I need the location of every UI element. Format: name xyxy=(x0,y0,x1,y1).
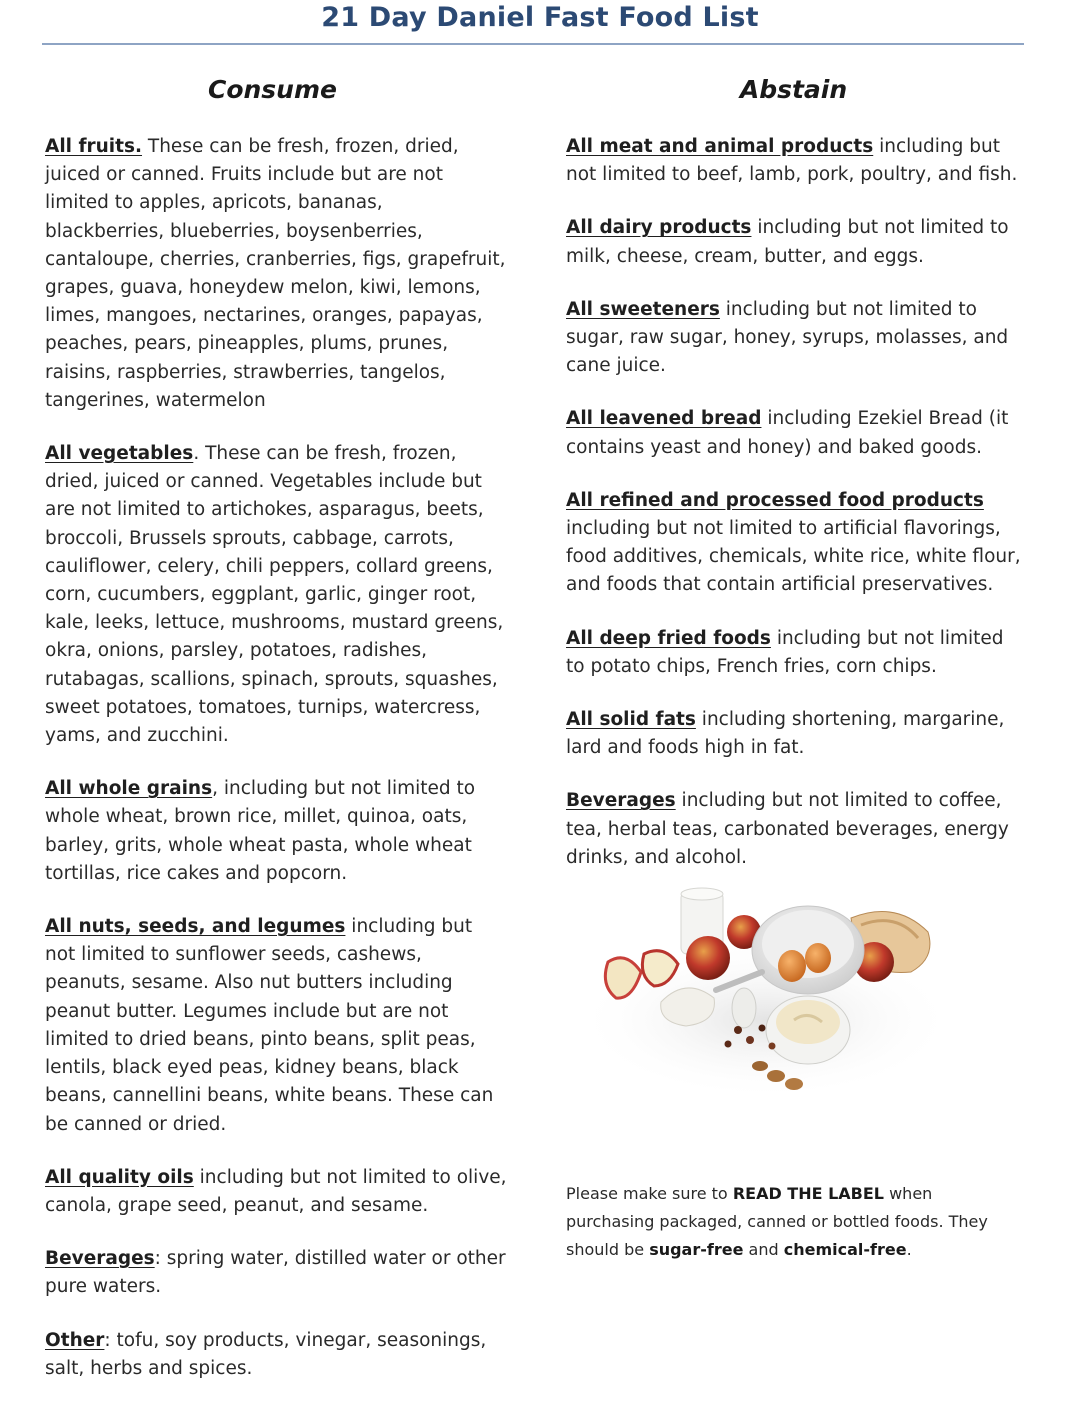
abstain-item-dairy xyxy=(566,214,1024,270)
abstain-item-bread xyxy=(566,405,1024,461)
item-term: All dairy products xyxy=(566,217,752,239)
item-term: All whole grains xyxy=(45,778,213,800)
item-text: including but not limited to artificial flavorings, food additives, chemicals, white rice, white flour, and foods that contain artificial preservatives. xyxy=(566,518,1021,596)
consume-list xyxy=(45,133,507,1408)
consume-item-other xyxy=(45,1327,507,1383)
abstain-list xyxy=(566,133,1024,897)
item-term: All vegetables xyxy=(45,443,194,465)
note-text: and xyxy=(743,1240,784,1259)
item-text: including but not limited to milk, cheese, cream, butter, and eggs. xyxy=(566,217,1009,267)
note-emphasis-read-label: READ THE LABEL xyxy=(732,1184,884,1203)
item-term: All nuts, seeds, and legumes xyxy=(45,916,346,938)
item-term: All solid fats xyxy=(566,709,696,731)
item-term: Beverages xyxy=(566,790,676,812)
abstain-item-fats xyxy=(566,706,1024,762)
consume-item-beverages xyxy=(45,1245,507,1301)
item-term: All meat and animal products xyxy=(566,136,874,157)
abstain-heading: Abstain xyxy=(739,75,848,104)
consume-heading: Consume xyxy=(207,75,337,104)
consume-item-nuts xyxy=(45,913,507,1139)
page-title: 21 Day Daniel Fast Food List xyxy=(321,2,759,33)
consume-item-vegetables xyxy=(45,440,507,750)
note-text: Please make sure to xyxy=(566,1184,733,1203)
item-term: All leavened bread xyxy=(566,408,762,430)
note-text: . xyxy=(906,1240,912,1259)
note-emphasis-chemical-free: chemical-free xyxy=(783,1240,907,1259)
consume-item-grains xyxy=(45,775,507,888)
abstain-item-fried xyxy=(566,625,1024,681)
title-divider xyxy=(42,43,1024,45)
note-emphasis-sugar-free: sugar-free xyxy=(649,1240,744,1259)
item-text: , including but not limited to whole wheat, brown rice, millet, quinoa, oats, barley, grits, whole wheat pasta, whole wheat tortillas, rice cakes and popcorn. xyxy=(45,778,476,884)
item-text: including but not limited to sugar, raw sugar, honey, syrups, molasses, and cane juice. xyxy=(566,298,1009,377)
item-term: Other xyxy=(45,1329,105,1351)
bowl-with-eggs-shape xyxy=(752,906,864,994)
item-term: All sweeteners xyxy=(566,298,720,320)
food-illustration xyxy=(566,880,964,1112)
abstain-item-meat xyxy=(566,133,1024,189)
note-text: when purchasing packaged, canned or bottled foods. They should be xyxy=(566,1184,988,1259)
item-text: including but not limited to sunflower seeds, cashews, peanuts, sesame. Also nut butters including peanut butter. Legumes include but are not limited to dried beans, pinto beans, split peas, lentils, black eyed peas, kidney beans, black beans, cannellini beans, white beans. These can be canned or dried. xyxy=(45,916,494,1135)
item-text: : tofu, soy products, vinegar, seasonings, salt, herbs and spices. xyxy=(45,1329,487,1379)
item-term: All fruits. xyxy=(45,136,143,157)
abstain-item-processed xyxy=(566,487,1024,600)
label-note xyxy=(566,1180,1021,1264)
consume-item-fruits xyxy=(45,133,507,415)
item-term: Beverages xyxy=(45,1248,155,1270)
item-text: including Ezekiel Bread (it contains yeast and honey) and baked goods. xyxy=(566,408,1009,458)
item-text: including but not limited to olive, canola, grape seed, peanut, and sesame. xyxy=(45,1166,507,1216)
item-text: : spring water, distilled water or other pure waters. xyxy=(45,1248,506,1298)
item-term: All refined and processed food products xyxy=(566,489,984,511)
consume-item-oils xyxy=(45,1164,507,1220)
abstain-item-beverages xyxy=(566,787,1024,872)
item-term: All quality oils xyxy=(45,1166,194,1188)
item-text: including but not limited to potato chips, French fries, corn chips. xyxy=(566,627,1004,677)
item-text: . These can be fresh, frozen, dried, juiced or canned. Vegetables include but are not limited to artichokes, asparagus, beets, broccoli, Brussels sprouts, cabbage, carrots, cauliflower, celery, chili peppers, collard greens, corn, cucumbers, eggplant, garlic, ginger root, kale, leeks, lettuce, mushrooms, mustard greens, okra, onions, parsley, potatoes, radishes, rutabagas, scallions, spinach, sprouts, squashes, sweet potatoes, tomatoes, turnips, watercress, yams, and zucchini. xyxy=(45,443,504,747)
item-text: including but not limited to beef, lamb, pork, poultry, and fish. xyxy=(566,136,1018,186)
item-text: including shortening, margarine, lard and foods high in fat. xyxy=(566,709,1005,759)
item-text: These can be fresh, frozen, dried, juiced or canned. Fruits include but are not limited to apples, apricots, bananas, blackberries, blueberries, boysenberries, cantaloupe, cherries, cranberries, figs, grapefruit, grapes, guava, honeydew melon, kiwi, lemons, limes, mangoes, nectarines, oranges, papayas, peaches, pears, pineapples, plums, prunes, raisins, raspberries, strawberries, tangelos, tangerines, watermelon xyxy=(45,136,506,411)
item-term: All deep fried foods xyxy=(566,627,771,649)
abstain-item-sweeteners xyxy=(566,296,1024,381)
item-text: including but not limited to coffee, tea, herbal teas, carbonated beverages, energy drinks, and alcohol. xyxy=(566,790,1009,868)
